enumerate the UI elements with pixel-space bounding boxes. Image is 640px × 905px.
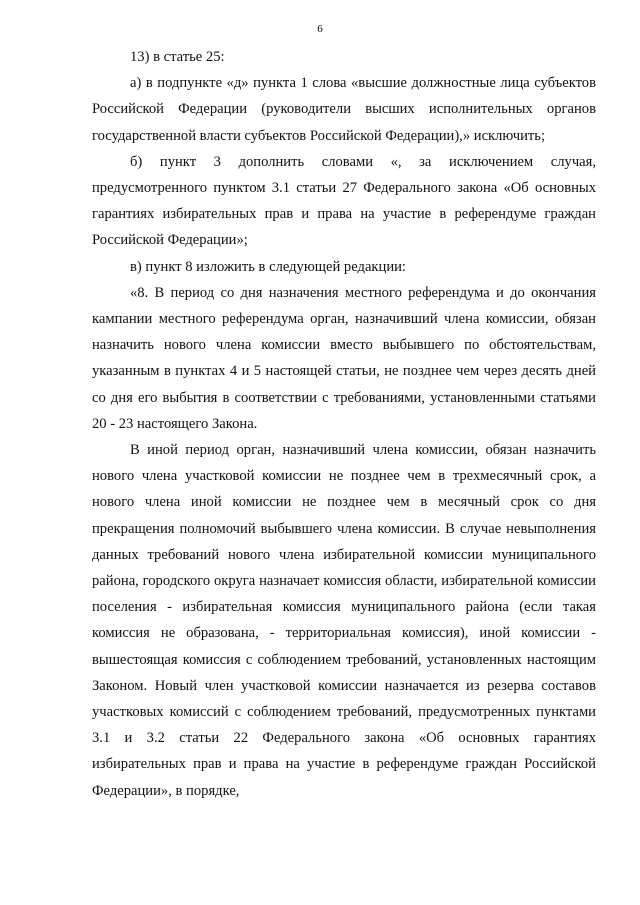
paragraph-point-8: «8. В период со дня назначения местного референдума и до окончания кампании местного референдума орган, назначивший члена комиссии, обязан назначить нового члена комиссии вместо выбывшего по обстоятельствам, указанным в пунктах 4 и 5 настоящей статьи, не позднее чем через десять дней со дня его выбытия в соответствии с требованиями, установленными статьями 20 - 23 настоящего Закона. (92, 284, 596, 432)
paragraph-subpoint-b: б) пункт 3 дополнить словами «, за исключением случая, предусмотренного пунктом 3.1 статьи 27 Федерального закона «Об основных гарантиях избирательных прав и права на участие в референдуме граждан Российской Федерации»; (92, 153, 596, 249)
page-number: 6 (317, 23, 323, 35)
document-body (92, 44, 596, 804)
paragraph-other-period: В иной период орган, назначивший члена комиссии, обязан назначить нового члена участковой комиссии не позднее чем в трехмесячный срок, а нового члена иной комиссии не позднее чем в месячный срок со дня прекращения полномочий выбывшего члена комиссии. В случае невыполнения данных требований нового члена избирательной комиссии муниципального района, городского округа назначает комиссия области, избирательной комиссии поселения - избирательная комиссия муниципального района (если такая комиссия не образована, - территориальная комиссия), иной комиссии - вышестоящая комиссия с соблюдением требований, установленных настоящим Законом. Новый член участковой комиссии назначается из резерва составов участковых комиссий с соблюдением требований, предусмотренных пунктами 3.1 и 3.2 статьи 22 Федерального закона «Об основных гарантиях избирательных прав и права на участие в референдуме граждан Российской Федерации», в порядке, (92, 442, 596, 799)
paragraph-subpoint-v: в) пункт 8 изложить в следующей редакции: (130, 258, 406, 275)
paragraph-article-25-heading: 13) в статье 25: (130, 49, 225, 65)
paragraph-subpoint-a: а) в подпункте «д» пункта 1 слова «высшие должностные лица субъектов Российской Федерации (руководители высших исполнительных органов государственной власти субъектов Российской Федерации),» исключить; (92, 75, 596, 144)
